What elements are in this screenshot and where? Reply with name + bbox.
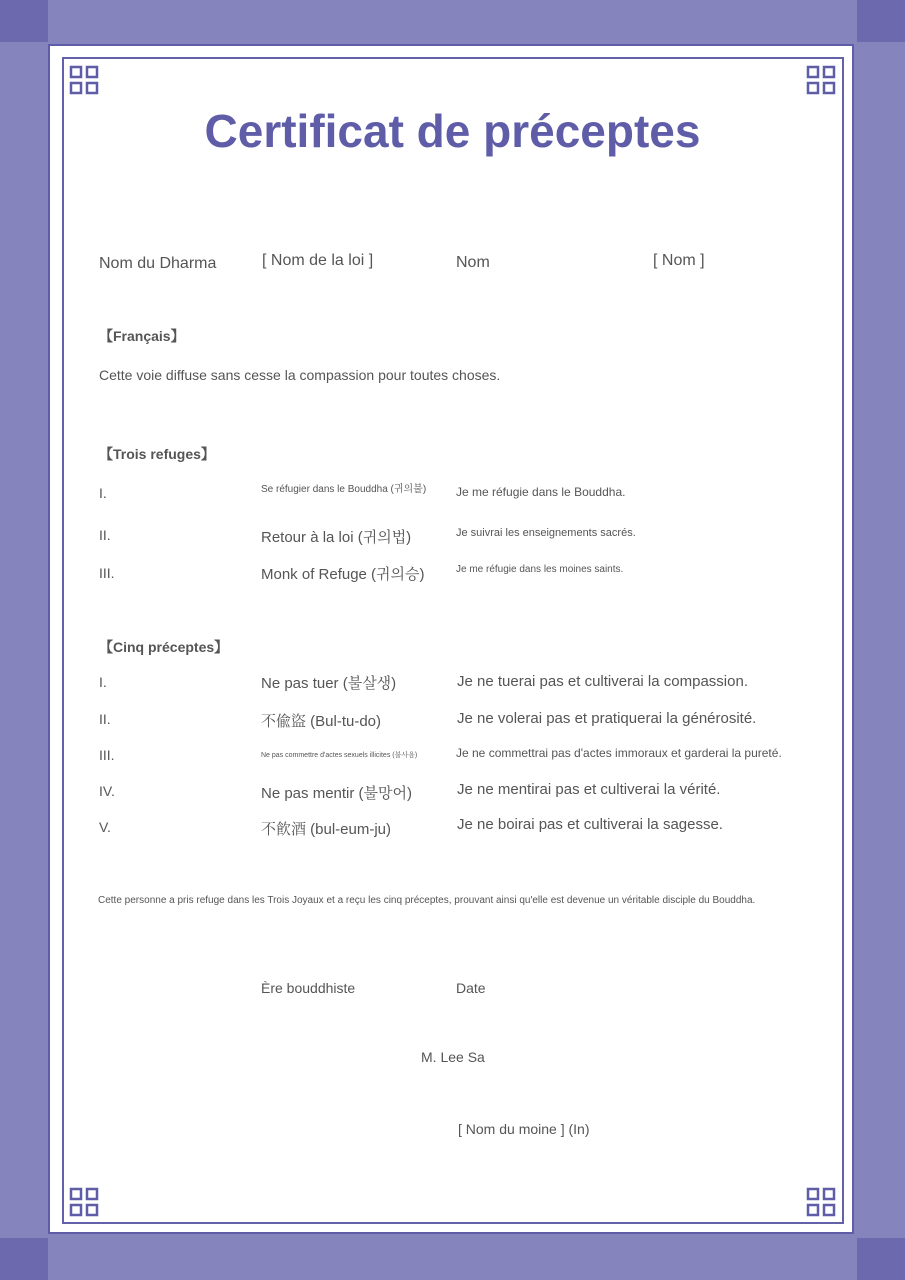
- dharma-name-value: [ Nom de la loi ]: [262, 252, 374, 269]
- francais-text: Cette voie diffuse sans cesse la compassion pour toutes choses.: [99, 367, 501, 383]
- corner-decoration: [0, 0, 48, 42]
- precept-name: 不飮酒 (bul-eum-ju): [261, 821, 392, 838]
- refuges-heading: 【Trois refuges】: [99, 446, 215, 462]
- certification-statement: Cette personne a pris refuge dans les Trois Joyaux et a reçu les cinq préceptes, prouvant ainsi qu'elle est devenue un véritable disciple du Bouddha.: [98, 895, 756, 906]
- precept-vow: Je ne boirai pas et cultiverai la sagesse.: [457, 816, 723, 833]
- refuge-number: I.: [99, 485, 107, 501]
- knot-ornament-icon: [806, 1187, 836, 1217]
- refuge-vow: Je me réfugie dans les moines saints.: [456, 564, 624, 575]
- francais-heading: 【Français】: [99, 328, 185, 344]
- monk-signature: [ Nom du moine ] (In): [458, 1121, 590, 1137]
- refuge-name: Monk of Refuge (귀의승): [261, 566, 425, 583]
- knot-ornament-icon: [69, 65, 99, 95]
- name-label: Nom: [456, 254, 490, 271]
- certificate-title: Certificat de préceptes: [204, 105, 701, 157]
- refuge-name: Se réfugier dans le Bouddha (귀의불): [261, 484, 427, 495]
- refuge-number: II.: [99, 527, 111, 543]
- era-label: Ère bouddhiste: [261, 980, 356, 996]
- precept-name: 不偸盜 (Bul-tu-do): [261, 713, 382, 730]
- precept-number: V.: [99, 819, 111, 835]
- refuge-number: III.: [99, 565, 115, 581]
- knot-ornament-icon: [806, 65, 836, 95]
- date-label: Date: [456, 980, 486, 996]
- precept-name: Ne pas commettre d'actes sexuels illicites (불사음): [261, 752, 418, 759]
- dharma-name-label: Nom du Dharma: [99, 255, 217, 272]
- knot-ornament-icon: [69, 1187, 99, 1217]
- name-value: [ Nom ]: [653, 252, 705, 269]
- precept-number: II.: [99, 711, 111, 727]
- corner-decoration: [857, 1238, 905, 1280]
- preceptes-heading: 【Cinq préceptes】: [99, 639, 229, 655]
- precept-number: III.: [99, 747, 115, 763]
- refuge-vow: Je suivrai les enseignements sacrés.: [456, 527, 636, 539]
- precept-name: Ne pas tuer (불살생): [261, 675, 397, 692]
- corner-decoration: [0, 1238, 48, 1280]
- precept-name: Ne pas mentir (불망어): [261, 785, 412, 802]
- precept-vow: Je ne volerai pas et pratiquerai la générosité.: [457, 710, 757, 727]
- precept-vow: Je ne mentirai pas et cultiverai la vérité.: [457, 781, 721, 798]
- refuge-vow: Je me réfugie dans le Bouddha.: [456, 485, 626, 499]
- signer-name: M. Lee Sa: [421, 1049, 485, 1065]
- precept-number: I.: [99, 674, 107, 690]
- precept-vow: Je ne commettrai pas d'actes immoraux et garderai la pureté.: [456, 746, 782, 760]
- precept-vow: Je ne tuerai pas et cultiverai la compassion.: [457, 673, 748, 690]
- precept-number: IV.: [99, 783, 115, 799]
- corner-decoration: [857, 0, 905, 42]
- refuge-name: Retour à la loi (귀의법): [261, 529, 412, 546]
